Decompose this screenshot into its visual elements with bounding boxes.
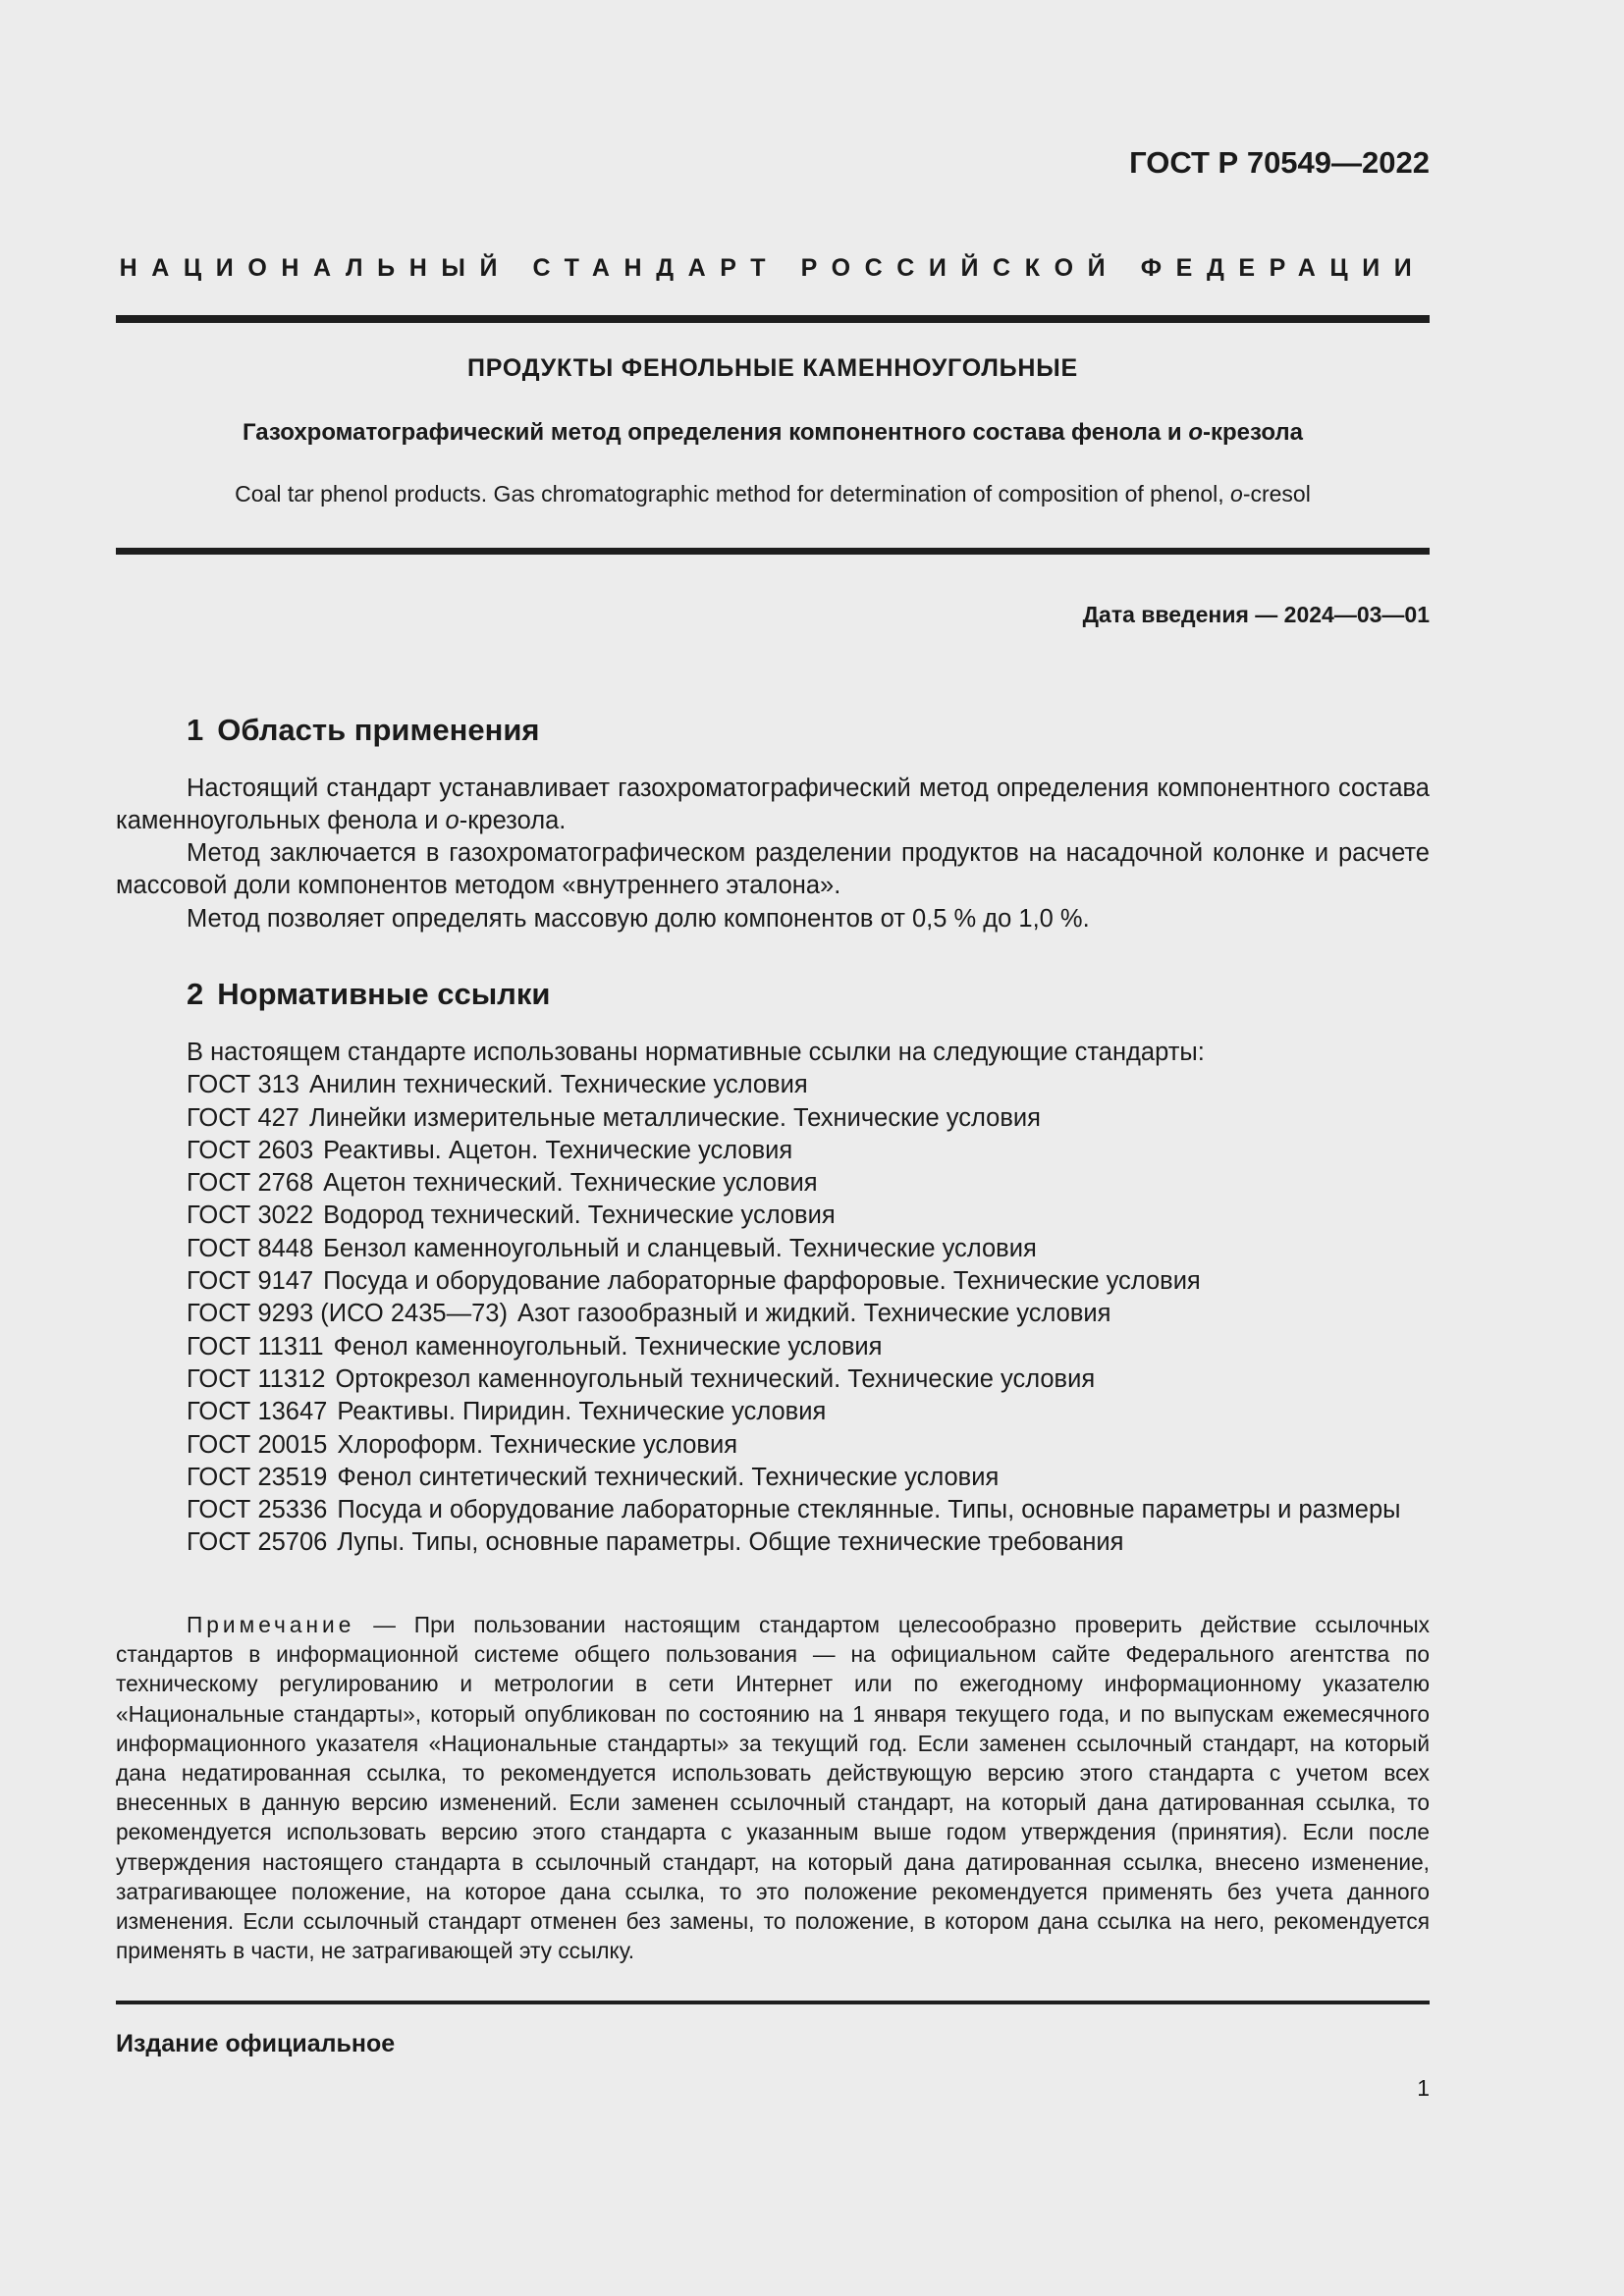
introduction-date: Дата введения — 2024—03—01: [1082, 602, 1430, 627]
section-1-paragraph-2: Метод заключается в газохроматографическом разделении продуктов на насадочной колонке и расчете массовой доли компонентов методом «внутреннего эталона».: [116, 839, 1430, 900]
reference-item: ГОСТ 9147 Посуда и оборудование лабораторные фарфоровые. Технические условия: [187, 1267, 1201, 1296]
reference-item: ГОСТ 23519 Фенол синтетический технический. Технические условия: [187, 1463, 1000, 1491]
reference-item: ГОСТ 13647 Реактивы. Пиридин. Технические условия: [187, 1398, 827, 1426]
note-label: Примечание: [187, 1612, 355, 1637]
reference-item: ГОСТ 25336 Посуда и оборудование лабораторные стеклянные. Типы, основные параметры и размеры: [187, 1496, 1401, 1524]
section-1-heading: 1 Область применения: [187, 713, 540, 747]
footer-divider: [116, 2001, 1430, 2004]
english-title: Coal tar phenol products. Gas chromatographic method for determination of composition of phenol, o-cresol: [235, 481, 1311, 507]
reference-item: ГОСТ 11312 Ортокрезол каменноугольный технический. Технические условия: [187, 1364, 1096, 1393]
references-intro: В настоящем стандарте использованы нормативные ссылки на следующие стандарты:: [187, 1039, 1205, 1066]
reference-item: ГОСТ 9293 (ИСО 2435—73) Азот газообразный и жидкий. Технические условия: [187, 1300, 1111, 1328]
reference-item: ГОСТ 2603 Реактивы. Ацетон. Технические условия: [187, 1136, 793, 1164]
document-subtitle: Газохроматографический метод определения компонентного состава фенола и о-крезола: [243, 419, 1303, 446]
reference-item: ГОСТ 25706 Лупы. Типы, основные параметры. Общие технические требования: [187, 1528, 1124, 1557]
section-2-heading: 2 Нормативные ссылки: [187, 977, 551, 1011]
reference-item: ГОСТ 11311 Фенол каменноугольный. Технические условия: [187, 1332, 883, 1361]
references-note: Примечание — При пользовании настоящим стандартом целесообразно проверить действие ссылочных стандартов в информационной системе общего пользования — на официальном сайте Федерального агентства по техническому регулированию и метрологии в сети Интернет или по ежегодному информационному указателю «Национальные стандарты», который опубликован по состоянию на 1 января текущего года, и по выпускам ежемесячного информационного указателя «Национальные стандарты» за текущий год. Если заменен ссылочный стандарт, на который дана недатированная ссылка, то рекомендуется использовать действующую версию этого стандарта с учетом всех внесенных в данную версию изменений. Если заменен ссылочный стандарт, на который дана датированная ссылка, то рекомендуется использовать версию этого стандарта с указанным выше годом утверждения (принятия). Если после утверждения настоящего стандарта в ссылочный стандарт, на который дана датированная ссылка, внесено изменение, затрагивающее положение, на которое дана ссылка, то это положение рекомендуется применять без учета данного изменения. Если ссылочный стандарт отменен без замены, то положение, в котором дана ссылка на него, рекомендуется применять в части, не затрагивающей эту ссылку.: [116, 1612, 1430, 1964]
document-number: ГОСТ Р 70549—2022: [1129, 145, 1430, 180]
reference-item: ГОСТ 2768 Ацетон технический. Технические условия: [187, 1169, 818, 1198]
title-divider: [116, 548, 1430, 555]
reference-item: ГОСТ 3022 Водород технический. Технические условия: [187, 1201, 836, 1230]
reference-item: ГОСТ 313 Анилин технический. Технические условия: [187, 1071, 808, 1099]
section-1-paragraph-3: Метод позволяет определять массовую долю компонентов от 0,5 % до 1,0 %.: [187, 905, 1090, 933]
references-list: [116, 1037, 1430, 1560]
page-number: 1: [1417, 2075, 1430, 2101]
reference-item: ГОСТ 427 Линейки измерительные металлические. Технические условия: [187, 1103, 1041, 1132]
official-edition-label: Издание официальное: [116, 2030, 396, 2057]
section-1-paragraph-1: Настоящий стандарт устанавливает газохроматографический метод определения компонентного состава каменноугольных фенола и о-крезола.: [116, 774, 1430, 835]
national-standard-heading: НАЦИОНАЛЬНЫЙ СТАНДАРТ РОССИЙСКОЙ ФЕДЕРАЦИИ: [119, 254, 1427, 282]
document-title: ПРОДУКТЫ ФЕНОЛЬНЫЕ КАМЕННОУГОЛЬНЫЕ: [466, 354, 1079, 382]
reference-item: ГОСТ 8448 Бензол каменноугольный и сланцевый. Технические условия: [187, 1234, 1037, 1262]
top-divider: [116, 315, 1430, 323]
reference-item: ГОСТ 20015 Хлороформ. Технические условия: [187, 1430, 738, 1459]
